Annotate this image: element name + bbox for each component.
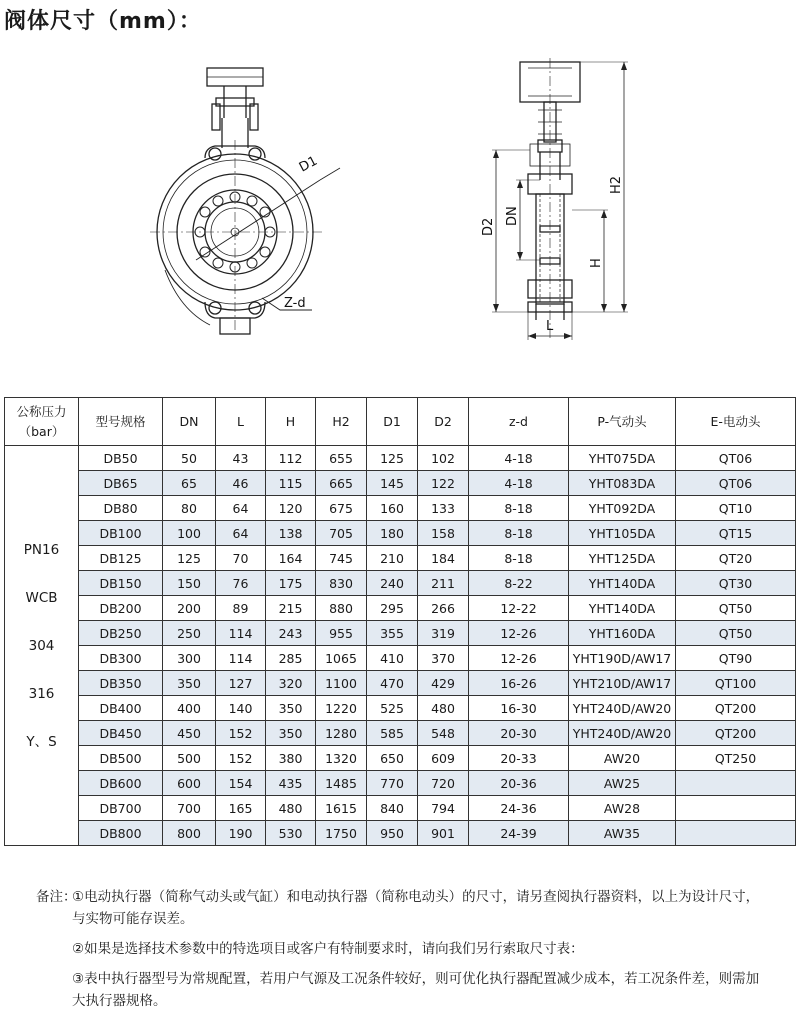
notes-label: 备注：: [36, 889, 77, 905]
cell-h: 435: [266, 771, 316, 796]
table-row: [5, 646, 796, 671]
cell-h: 530: [266, 821, 316, 846]
cell-pneumatic: YHT125DA: [569, 546, 676, 571]
d2-label: D2: [481, 217, 496, 236]
cell-h2: 705: [316, 521, 367, 546]
cell-dn: 125: [163, 546, 216, 571]
cell-d1: 160: [367, 496, 418, 521]
header-pressure: 公称压力 （bar）: [5, 398, 79, 446]
cell-l: 64: [216, 496, 266, 521]
cell-zd: 12-26: [469, 646, 569, 671]
table-row: [5, 696, 796, 721]
cell-d2: 184: [418, 546, 469, 571]
table-row: [5, 471, 796, 496]
cell-zd: 20-33: [469, 746, 569, 771]
cell-zd: 24-36: [469, 796, 569, 821]
cell-model: DB150: [79, 571, 163, 596]
cell-d1: 525: [367, 696, 418, 721]
cell-d2: 266: [418, 596, 469, 621]
cell-l: 140: [216, 696, 266, 721]
note-3: [36, 968, 796, 990]
cell-zd: 8-18: [469, 496, 569, 521]
cell-zd: 12-22: [469, 596, 569, 621]
cell-d2: 102: [418, 446, 469, 471]
cell-h: 285: [266, 646, 316, 671]
cell-l: 114: [216, 646, 266, 671]
cell-l: 89: [216, 596, 266, 621]
group-line-wcb: WCB: [25, 589, 58, 606]
cell-l: 70: [216, 546, 266, 571]
note-2: [36, 938, 796, 960]
cell-electric: QT20: [676, 546, 796, 571]
cell-d2: 370: [418, 646, 469, 671]
cell-d1: 295: [367, 596, 418, 621]
cell-d1: 240: [367, 571, 418, 596]
cell-electric: QT30: [676, 571, 796, 596]
cell-zd: 20-36: [469, 771, 569, 796]
table-row: [5, 721, 796, 746]
header-dn: DN: [163, 398, 216, 446]
cell-model: DB200: [79, 596, 163, 621]
note-3-cont-text: 大执行器规格。: [72, 993, 167, 1009]
cell-dn: 80: [163, 496, 216, 521]
table-header-row: [5, 398, 796, 446]
zd-label: Z-d: [284, 296, 306, 311]
cell-zd: 4-18: [469, 446, 569, 471]
cell-pneumatic: YHT083DA: [569, 471, 676, 496]
side-view-drawing: [492, 58, 628, 340]
cell-h2: 1485: [316, 771, 367, 796]
dn-label: DN: [505, 206, 520, 226]
cell-electric: QT200: [676, 721, 796, 746]
cell-l: 190: [216, 821, 266, 846]
cell-d1: 125: [367, 446, 418, 471]
cell-l: 154: [216, 771, 266, 796]
cell-h: 138: [266, 521, 316, 546]
cell-electric: QT250: [676, 746, 796, 771]
cell-zd: 20-30: [469, 721, 569, 746]
cell-d1: 410: [367, 646, 418, 671]
cell-electric: QT15: [676, 521, 796, 546]
cell-electric: [676, 771, 796, 796]
cell-model: DB250: [79, 621, 163, 646]
cell-dn: 250: [163, 621, 216, 646]
l-label: L: [546, 319, 554, 334]
table-row: [5, 621, 796, 646]
cell-zd: 8-22: [469, 571, 569, 596]
cell-l: 165: [216, 796, 266, 821]
cell-model: DB80: [79, 496, 163, 521]
cell-h: 215: [266, 596, 316, 621]
table-row: [5, 446, 796, 471]
cell-electric: [676, 821, 796, 846]
cell-d2: 133: [418, 496, 469, 521]
table-row: [5, 771, 796, 796]
cell-d1: 145: [367, 471, 418, 496]
header-electric: E-电动头: [676, 398, 796, 446]
note-1-cont-text: 与实物可能存误差。: [72, 911, 194, 927]
cell-l: 127: [216, 671, 266, 696]
cell-model: DB65: [79, 471, 163, 496]
cell-model: DB100: [79, 521, 163, 546]
cell-electric: QT50: [676, 621, 796, 646]
cell-pneumatic: AW28: [569, 796, 676, 821]
cell-electric: QT10: [676, 496, 796, 521]
cell-d1: 770: [367, 771, 418, 796]
cell-h2: 1100: [316, 671, 367, 696]
cell-h2: 1280: [316, 721, 367, 746]
header-pneumatic: P-气动头: [569, 398, 676, 446]
cell-h2: 1615: [316, 796, 367, 821]
cell-electric: QT06: [676, 471, 796, 496]
cell-h2: 1320: [316, 746, 367, 771]
cell-pneumatic: YHT140DA: [569, 596, 676, 621]
header-l: L: [216, 398, 266, 446]
cell-l: 43: [216, 446, 266, 471]
note-1-text: ①电动执行器（简称气动头或气缸）和电动执行器（简称电动头）的尺寸，请另查阅执行器资料，以上为设计尺寸，: [72, 889, 760, 905]
cell-model: DB350: [79, 671, 163, 696]
cell-model: DB300: [79, 646, 163, 671]
cell-l: 76: [216, 571, 266, 596]
table-row: [5, 546, 796, 571]
cell-h: 164: [266, 546, 316, 571]
note-2-text: ②如果是选择技术参数中的特选项目或客户有特制要求时，请向我们另行索取尺寸表：: [72, 941, 584, 957]
cell-h2: 830: [316, 571, 367, 596]
front-view-drawing: [150, 68, 340, 334]
cell-dn: 800: [163, 821, 216, 846]
cell-d2: 720: [418, 771, 469, 796]
cell-d1: 470: [367, 671, 418, 696]
cell-h2: 675: [316, 496, 367, 521]
cell-pneumatic: YHT190D/AW17: [569, 646, 676, 671]
cell-pneumatic: YHT160DA: [569, 621, 676, 646]
cell-h2: 665: [316, 471, 367, 496]
header-model: 型号规格: [79, 398, 163, 446]
cell-d1: 180: [367, 521, 418, 546]
h-label: H: [589, 258, 604, 268]
cell-dn: 600: [163, 771, 216, 796]
cell-d2: 122: [418, 471, 469, 496]
d1-label: D1: [296, 153, 321, 176]
cell-h2: 745: [316, 546, 367, 571]
cell-electric: [676, 796, 796, 821]
cell-pneumatic: YHT140DA: [569, 571, 676, 596]
cell-pneumatic: YHT210D/AW17: [569, 671, 676, 696]
cell-d1: 950: [367, 821, 418, 846]
cell-d1: 650: [367, 746, 418, 771]
header-h2: H2: [316, 398, 367, 446]
cell-electric: QT06: [676, 446, 796, 471]
cell-model: DB125: [79, 546, 163, 571]
cell-h: 120: [266, 496, 316, 521]
cell-pneumatic: YHT240D/AW20: [569, 696, 676, 721]
header-d1: D1: [367, 398, 418, 446]
cell-model: DB400: [79, 696, 163, 721]
cell-l: 46: [216, 471, 266, 496]
cell-pneumatic: AW25: [569, 771, 676, 796]
cell-d2: 429: [418, 671, 469, 696]
cell-zd: 8-18: [469, 546, 569, 571]
cell-dn: 700: [163, 796, 216, 821]
cell-d2: 319: [418, 621, 469, 646]
note-1: [36, 886, 796, 908]
dimension-table: [4, 397, 796, 846]
notes-section: [36, 886, 796, 1020]
group-line-ys: Y、S: [26, 733, 57, 750]
cell-model: DB700: [79, 796, 163, 821]
cell-dn: 65: [163, 471, 216, 496]
header-d2: D2: [418, 398, 469, 446]
cell-h: 350: [266, 696, 316, 721]
cell-electric: QT100: [676, 671, 796, 696]
cell-electric: QT50: [676, 596, 796, 621]
cell-d2: 211: [418, 571, 469, 596]
cell-l: 152: [216, 721, 266, 746]
table-row: [5, 596, 796, 621]
cell-h: 243: [266, 621, 316, 646]
note-3-continued: [36, 990, 796, 1012]
cell-zd: 24-39: [469, 821, 569, 846]
cell-model: DB450: [79, 721, 163, 746]
cell-h: 320: [266, 671, 316, 696]
cell-electric: QT90: [676, 646, 796, 671]
note-1-continued: [36, 908, 796, 930]
cell-d2: 480: [418, 696, 469, 721]
cell-h2: 655: [316, 446, 367, 471]
cell-dn: 450: [163, 721, 216, 746]
table-row: [5, 796, 796, 821]
table-row: [5, 496, 796, 521]
cell-pneumatic: YHT092DA: [569, 496, 676, 521]
cell-l: 152: [216, 746, 266, 771]
cell-h2: 1220: [316, 696, 367, 721]
table-row: [5, 746, 796, 771]
group-line-304: 304: [28, 637, 55, 654]
cell-pneumatic: YHT075DA: [569, 446, 676, 471]
cell-dn: 300: [163, 646, 216, 671]
cell-zd: 4-18: [469, 471, 569, 496]
note-3-text: ③表中执行器型号为常规配置，若用户气源及工况条件较好，则可优化执行器配置减少成本，若工况条件差，则需加: [72, 971, 760, 987]
cell-dn: 350: [163, 671, 216, 696]
cell-pneumatic: YHT105DA: [569, 521, 676, 546]
header-zd: z-d: [469, 398, 569, 446]
cell-h: 350: [266, 721, 316, 746]
header-h: H: [266, 398, 316, 446]
cell-zd: 8-18: [469, 521, 569, 546]
cell-h2: 880: [316, 596, 367, 621]
cell-pneumatic: AW35: [569, 821, 676, 846]
table-row: [5, 571, 796, 596]
cell-h2: 1065: [316, 646, 367, 671]
pressure-material-group: [5, 446, 79, 846]
cell-d1: 210: [367, 546, 418, 571]
cell-electric: QT200: [676, 696, 796, 721]
cell-model: DB50: [79, 446, 163, 471]
cell-model: DB500: [79, 746, 163, 771]
page-title: 阀体尺寸（mm）：: [4, 9, 202, 34]
cell-pneumatic: AW20: [569, 746, 676, 771]
cell-zd: 16-30: [469, 696, 569, 721]
cell-d2: 158: [418, 521, 469, 546]
table-row: [5, 521, 796, 546]
cell-model: DB800: [79, 821, 163, 846]
cell-dn: 100: [163, 521, 216, 546]
table-row: [5, 821, 796, 846]
cell-pneumatic: YHT240D/AW20: [569, 721, 676, 746]
cell-d2: 794: [418, 796, 469, 821]
cell-dn: 150: [163, 571, 216, 596]
cell-d2: 609: [418, 746, 469, 771]
cell-h: 115: [266, 471, 316, 496]
cell-d1: 585: [367, 721, 418, 746]
cell-h: 112: [266, 446, 316, 471]
table-row: [5, 671, 796, 696]
cell-h: 480: [266, 796, 316, 821]
cell-d1: 355: [367, 621, 418, 646]
h2-label: H2: [609, 175, 624, 194]
cell-d2: 901: [418, 821, 469, 846]
cell-d2: 548: [418, 721, 469, 746]
cell-dn: 500: [163, 746, 216, 771]
cell-l: 64: [216, 521, 266, 546]
cell-dn: 200: [163, 596, 216, 621]
cell-dn: 400: [163, 696, 216, 721]
group-line-316: 316: [28, 685, 55, 702]
cell-model: DB600: [79, 771, 163, 796]
cell-h2: 1750: [316, 821, 367, 846]
group-line-pressure: PN16: [23, 541, 60, 558]
cell-l: 114: [216, 621, 266, 646]
valve-drawings: [0, 40, 800, 380]
cell-zd: 16-26: [469, 671, 569, 696]
cell-zd: 12-26: [469, 621, 569, 646]
cell-h: 175: [266, 571, 316, 596]
cell-d1: 840: [367, 796, 418, 821]
cell-h: 380: [266, 746, 316, 771]
cell-dn: 50: [163, 446, 216, 471]
cell-h2: 955: [316, 621, 367, 646]
